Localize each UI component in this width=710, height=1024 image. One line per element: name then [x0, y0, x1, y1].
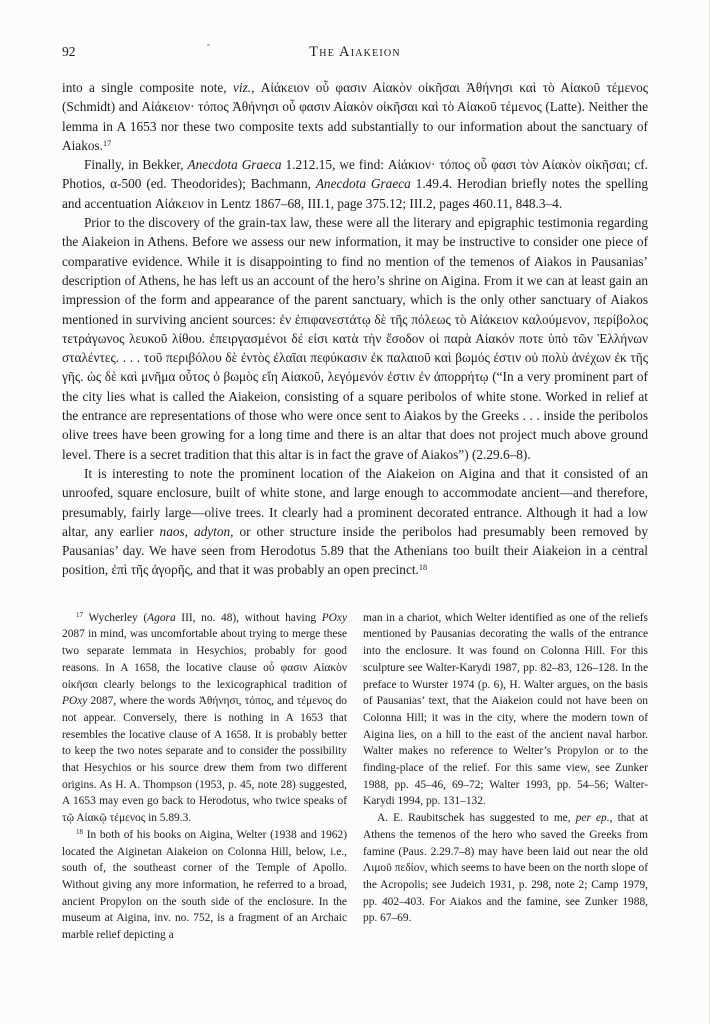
italic-text-run: Anecdota Graeca: [315, 176, 411, 192]
text-run: man in a chariot, which Welter identified as one of the reliefs mentioned by Pausanias decorating the walls of the entrance into the enclosure. It was found on Colonna Hill. For this sculpture see Walter-Karydi 1987, pp. 82–83, 126–128. In the preface to Wurster 1974 (p. 6), H. Walter argues, on the basis of Pausanias’ text, that the Aiakeion could not have been on Colonna Hill; it was in the city, where the modern town of Aigina lies, on a hill to the east of the ancient naval harbor. Walter makes no reference to Welter’s Propylon or to the finding-place of the relief. For this same view, see Zunker 1988, pp. 45–46, 69–72; Walter 1993, pp. 54–56; Walter-Karydi 1994, pp. 131–132.: [363, 611, 648, 808]
italic-text-run: Agora: [147, 611, 176, 624]
body-paragraph-3: [62, 213, 648, 464]
footnote-marker: 18: [76, 828, 84, 837]
text-run: Prior to the discovery of the grain-tax law, these were all the literary and epigraphic testimonia regarding the Aiakeion in Athens. Before we assess our new information, it may be instructive to consider one piece of comparative evidence. While it is disappointing to find no mention of the temenos of Aiakos in Pausanias’ description of Athens, he has left us an account of the hero’s shrine on Aigina. From it we can at least gain an impression of the form and appearance of the parent sanctuary, which is the only other sanctuary of Aiakos mentioned in surviving ancient sources: ἐν ἐπιφανεστάτῳ δὲ τῆς πόλεως τὸ Αἰάκειον καλούμενον, περίβολος τετράγωνος λευκοῦ λίθου. ἐπειργασμένοι δέ εἰσι κατὰ τὴν ἔσοδον οἱ παρὰ Αἰακόν ποτε ὑπὸ τῶν Ἑλλήνων σταλέντες. . . . τοῦ περιβόλου δὲ ἐντὸς ἐλαῖαι πεφύκασιν ἐκ παλαιοῦ καὶ βωμός ἐστιν οὐ πολὺ ἀνέχων ἐκ τῆς γῆς. ὡς δὲ καὶ μνῆμα οὗτος ὁ βωμὸς εἴη Αἰακοῦ, λεγόμενόν ἐστιν ἐν ἀπορρήτῳ (“In a very prominent part of the city lies what is called the Aiakeion, consisting of a square peribolos of white stone. Worked in relief at the entrance are representations of those who were once sent to Aiakos by the Greeks . . . inside the peribolos olive trees have been growing for a long time and there is an altar that does not project much above ground level. There is a secret tradition that this altar is in fact the grave of Aiakos”) (2.29.6–8).: [62, 215, 648, 462]
footnote-marker: 17: [103, 138, 112, 148]
body-paragraph-1: [62, 78, 648, 155]
running-head: The Aiakeion: [309, 44, 401, 60]
text-run: into a single composite note,: [62, 80, 233, 95]
text-run: In both of his books on Aigina, Welter (1938 and 1962) located the Aiginetan Aiakeion on Colonna Hill, below, i.e., south of, the southeast corner of the Temple of Apollo. Without giving any more information, he referred to a broad, ancient Propylon on the south side of the enclosure. In the museum at Aigina, inv. no. 752, is a fragment of an Archaic marble relief depicting a: [62, 828, 347, 942]
text-run: , Αἰάκειον οὗ φασιν Αἰακὸν οἰκῆσαι Ἀθήνησι καὶ τὸ Αἰακοῦ τέμενος (Schmidt) and Αἰάκειον· τόπος Ἀθήνησι οὗ φασιν Αἰακὸν οἰκῆσαι καὶ τὸ Αἰακοῦ τέμενος (Latte). Neither the lemma in A 1653 nor these two composite texts add substantially to our information about the sanctuary of Aiakos.: [62, 80, 649, 153]
page-header: [62, 44, 648, 62]
text-run: or other structure inside the peribolos had presumably been removed by Pausanias’ day. We have seen from Herodotus 5.89 that the Athenians too built their Aiakeion in a central position, ἐπὶ τῆς ἀγορῆς, and that it was probably an open precinct.: [62, 523, 648, 578]
text-run: Finally, in Bekker,: [84, 157, 188, 173]
italic-text-run: per ep.: [575, 812, 610, 825]
text-run: 1.49.4. Herodian briefly notes the spelling and accentuation Αἰάκειον in Lentz 1867–68, III.1, page 375.12; III.2, pages 460.11, 848.3–4.: [62, 176, 648, 211]
footnotes-section: [62, 610, 648, 944]
main-text: [62, 78, 648, 580]
footnote-18-raubitschek-paragraph: [363, 810, 648, 927]
footnote-column-right: [363, 610, 648, 944]
footnote-18-part1: [62, 827, 347, 944]
body-paragraph-2: [62, 155, 648, 213]
text-run: It is interesting to note the prominent location of the Aiakeion on Aigina and that it consisted of an unroofed, square enclosure, built of white stone, and large enough to accommodate ancient—and therefore, presumably, fairly large—olive trees. It clearly had a prominent decorated entrance. Although it had a low altar, any earlier: [62, 465, 648, 539]
text-run: Wycherley (: [83, 611, 148, 624]
text-run: A. E. Raubitschek has suggested to me,: [377, 812, 576, 825]
italic-text-run: naos, adyton,: [159, 523, 234, 539]
text-run: 1.212.15, we find: Αἰάκιον· τόπος οὗ φασι τὸν Αἰακὸν οἰκῆσαι; cf. Photios, α-500 (ed. Theodorides); Bachmann,: [62, 157, 648, 192]
footnote-17: [62, 610, 347, 827]
italic-text-run: Anecdota Graeca: [187, 157, 282, 173]
text-run: , that at Athens the temenos of the hero who saved the Greeks from famine (Paus. 2.29.7–8) may have been laid out near the old Λιμοῦ πεδίον, which seems to have been on the north slope of the Acropolis; see Judeich 1931, p. 298, note 2; Camp 1979, pp. 402–403. For Aiakos and the famine, see Zunker 1988, pp. 67–69.: [363, 812, 648, 925]
italic-text-run: POxy: [62, 695, 88, 708]
body-paragraph-4: [62, 464, 648, 580]
footnote-18-continuation: [363, 610, 648, 810]
italic-text-run: viz.: [233, 80, 252, 95]
footnote-marker: 17: [76, 611, 84, 620]
scan-speck: [207, 44, 210, 46]
text-run: III, no. 48), without having: [175, 611, 322, 624]
footnote-marker: 18: [418, 563, 428, 573]
text-run: 2087, where the words Ἀθήνησι, τόπος, and τέμενος do not appear. Conversely, there is nothing in A 1653 that resembles the locative clause of A 1658. It is probably better to keep the two notes separate and to consider the possibility that Hesychios or his source drew them from two different origins. As H. A. Thompson (1953, p. 45, note 28) suggested, A 1653 may even go back to Herodotus, who twice speaks of τῷ Αἰακῷ τέμενος in 5.89.3.: [62, 695, 347, 825]
italic-text-run: POxy: [321, 611, 348, 624]
page-number: 92: [62, 44, 76, 59]
footnote-column-left: [62, 610, 347, 944]
text-run: 2087 in mind, was uncomfortable about trying to merge these two separate lemmata in Hesychios, probably for good reasons. In A 1658, the locative clause οὗ φασιν Αἰακὸν οἰκῆσαι clearly belongs to the lexicographical tradition of: [62, 628, 347, 691]
